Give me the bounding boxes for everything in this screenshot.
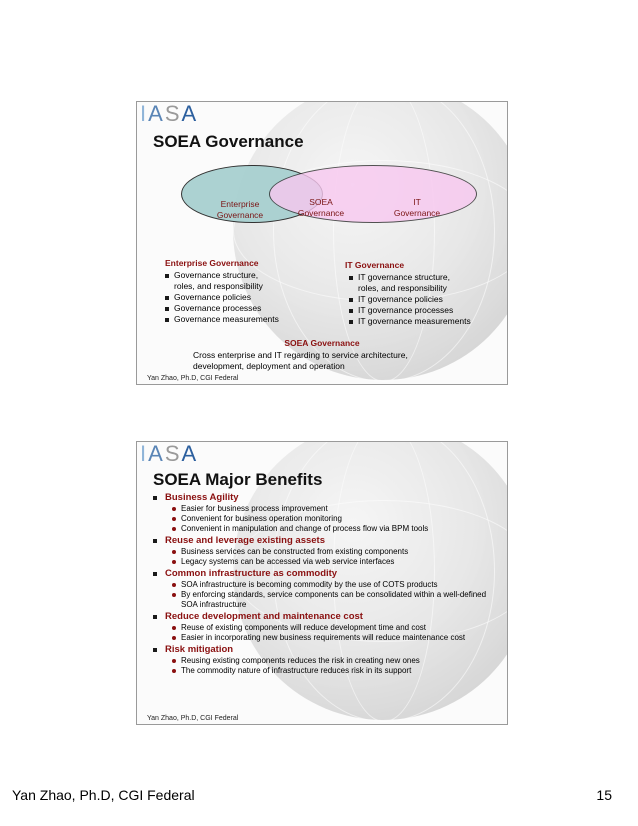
benefit-reduce-cost bbox=[151, 611, 501, 643]
list-item: Reusing existing components reduces the risk in creating new ones bbox=[171, 656, 501, 666]
list-item: IT governance policies bbox=[349, 294, 505, 305]
list-item: By enforcing standards, service components can be consolidated within a well-defined SOA infrastructure bbox=[171, 590, 501, 610]
list-item: Convenient for business operation monitoring bbox=[171, 514, 501, 524]
it-governance-list bbox=[349, 272, 505, 327]
list-item: Legacy systems can be accessed via web service interfaces bbox=[171, 557, 501, 567]
it-governance-heading: IT Governance bbox=[345, 260, 405, 270]
list-item: IT governance structure, roles, and responsibility bbox=[349, 272, 505, 294]
list-item: IT governance measurements bbox=[349, 316, 505, 327]
slide-title: SOEA Major Benefits bbox=[153, 470, 323, 489]
list-item: Governance structure, roles, and responsibility bbox=[165, 270, 325, 292]
slide-soea-governance bbox=[136, 101, 508, 385]
benefits-list bbox=[151, 492, 501, 677]
enterprise-governance-heading: Enterprise Governance bbox=[165, 258, 259, 268]
slide-footer: Yan Zhao, Ph.D, CGI Federal bbox=[147, 375, 239, 382]
slide-soea-major-benefits bbox=[136, 441, 508, 725]
benefit-heading: Reduce development and maintenance cost bbox=[151, 611, 501, 623]
list-item: Governance measurements bbox=[165, 314, 325, 325]
page-number: 15 bbox=[596, 787, 612, 803]
list-item: The commodity nature of infrastructure reduces risk in its support bbox=[171, 666, 501, 676]
list-item: Convenient in manipulation and change of process flow via BPM tools bbox=[171, 524, 501, 534]
benefit-risk-mitigation bbox=[151, 644, 501, 676]
benefit-heading: Reuse and leverage existing assets bbox=[151, 535, 501, 547]
list-item: Governance processes bbox=[165, 303, 325, 314]
list-item: Governance policies bbox=[165, 292, 325, 303]
benefit-heading: Common infrastructure as commodity bbox=[151, 568, 501, 580]
soea-governance-heading: SOEA Governance bbox=[284, 338, 360, 348]
venn-label-it: IT Governance bbox=[393, 197, 441, 218]
venn-label-enterprise: Enterprise Governance bbox=[216, 199, 264, 220]
benefit-common-infrastructure bbox=[151, 568, 501, 610]
benefit-heading: Business Agility bbox=[151, 492, 501, 504]
list-item: SOA infrastructure is becoming commodity by the use of COTS products bbox=[171, 580, 501, 590]
benefit-business-agility bbox=[151, 492, 501, 534]
list-item: IT governance processes bbox=[349, 305, 505, 316]
list-item: Business services can be constructed from existing components bbox=[171, 547, 501, 557]
list-item: Easier in incorporating new business requirements will reduce maintenance cost bbox=[171, 633, 501, 643]
list-item: Easier for business process improvement bbox=[171, 504, 501, 514]
slide-footer: Yan Zhao, Ph.D, CGI Federal bbox=[147, 715, 239, 722]
slide-title: SOEA Governance bbox=[153, 132, 304, 151]
list-item: Reuse of existing components will reduce development time and cost bbox=[171, 623, 501, 633]
benefit-heading: Risk mitigation bbox=[151, 644, 501, 656]
benefit-reuse-assets bbox=[151, 535, 501, 567]
soea-governance-text: Cross enterprise and IT regarding to service architecture, development, deployment and operation bbox=[193, 350, 408, 371]
venn-label-soea: SOEA Governance bbox=[297, 197, 345, 218]
iasa-logo: I A S A bbox=[140, 101, 197, 126]
iasa-logo: I A S A bbox=[140, 441, 197, 466]
enterprise-governance-list bbox=[165, 270, 325, 325]
page-footer-author: Yan Zhao, Ph.D, CGI Federal bbox=[12, 787, 195, 803]
